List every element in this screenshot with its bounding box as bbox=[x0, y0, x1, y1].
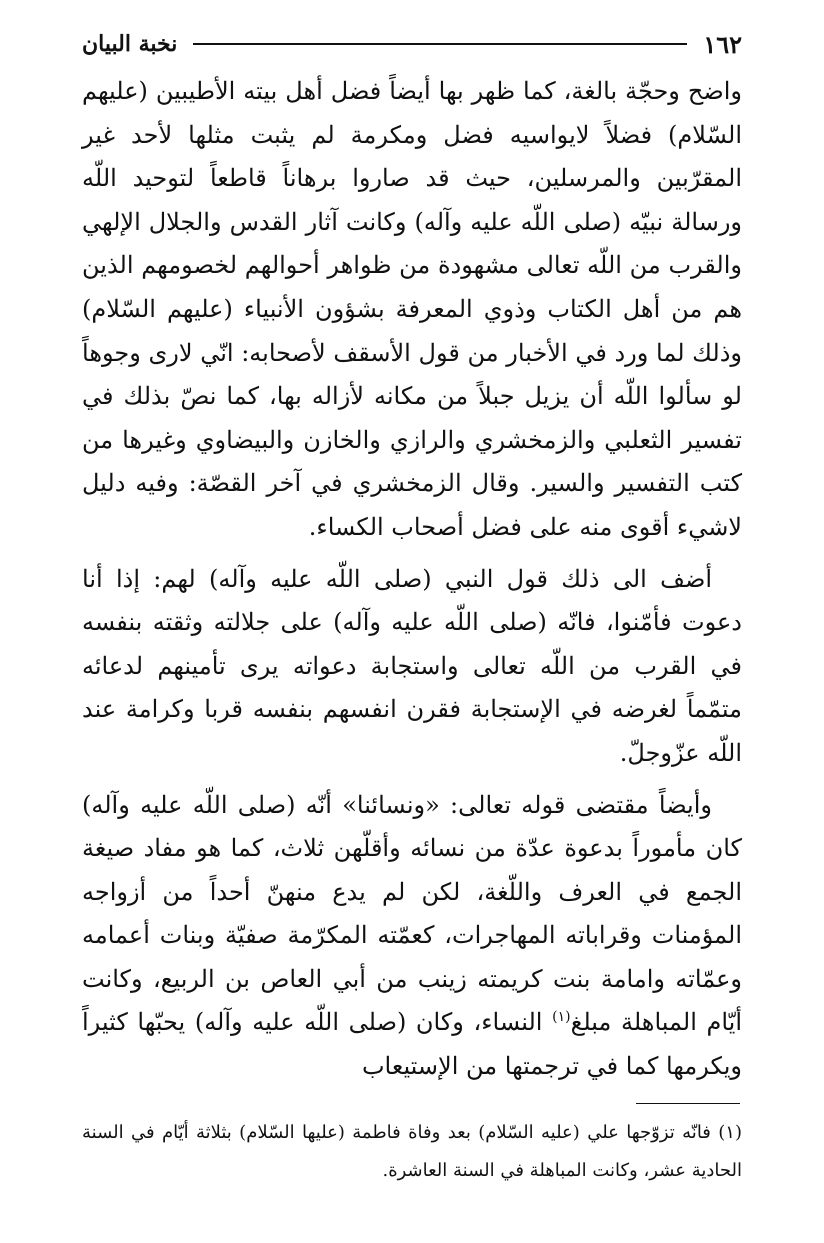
book-title: نخبة البيان bbox=[82, 31, 178, 57]
paragraph-3-text-a: وأيضاً مقتضى قوله تعالى: «ونسائنا» أنّه (صلى اللّه عليه وآله) كان مأموراً بدعوة عدّة من نسائه وأقلّهن ثلاث، كما هو مفاد صيغة الجمع في العرف واللّغة، لكن لم يدع منهنّ أحداً من أزواجه المؤمنات وقراباته المهاجرات، كعمّته المكرّمة صفيّة وبنات أعمامه وعمّاته وامامة بنت كريمته زينب من أبي العاص بن الربيع، وكانت أيّام المباهلة مبلغ bbox=[82, 790, 743, 1037]
paragraph-2: أضف الى ذلك قول النبي (صلى اللّه عليه وآله) لهم: إذا أنا دعوت فأمّنوا، فانّه (صلى اللّه عليه وآله) على جلالته وثقته بنفسه في القرب من اللّه تعالى واستجابة دعواته يرى تأمينهم لدعائه متمّماً لغرضه في الإستجابة فقرن انفسهم بنفسه قربا وكرامة عند اللّه عزّوجلّ. bbox=[82, 564, 742, 767]
paragraph-3 bbox=[82, 784, 742, 1089]
footnotes bbox=[82, 1114, 742, 1190]
paragraph-3-text-b: النساء، وكان (صلى اللّه عليه وآله) يحبّها كثيراً ويكرمها كما في ترجمتها من الإستيعاب bbox=[82, 1008, 742, 1081]
footnote-ref-1[interactable]: (١) bbox=[552, 1009, 571, 1026]
footnote-rule bbox=[636, 1103, 740, 1104]
page-number: ١٦٢ bbox=[703, 29, 742, 59]
book-page bbox=[82, 24, 742, 1190]
header-rule bbox=[193, 43, 687, 45]
running-header bbox=[82, 24, 742, 64]
main-text bbox=[82, 70, 742, 1089]
footnote-1: (١) فانّه تزوّجها علي (عليه السّلام) بعد وفاة فاطمة (عليها السّلام) بثلاثة أيّام في السنة الحادية عشر، وكانت المباهلة في السنة العاشرة. bbox=[82, 1121, 742, 1181]
paragraph-1: واضح وحجّة بالغة، كما ظهر بها أيضاً فضل أهل بيته الأطيبين (عليهم السّلام) فضلاً لايواسيه فضل ومكرمة لم يثبت مثلها لأحد غير المقرّبين والمرسلين، حيث قد صاروا برهاناً قاطعاً لتوحيد اللّه ورسالة نبيّه (صلى اللّه عليه وآله) وكانت آثار القدس والجلال الإلهي والقرب من اللّه تعالى مشهودة من ظواهر أحوالهم لخصومهم الذين هم من أهل الكتاب وذوي المعرفة بشؤون الأنبياء (عليهم السّلام) وذلك لما ورد في الأخبار من قول الأسقف لأصحابه: انّي لارى وجوهاً لو سألوا اللّه أن يزيل جبلاً من مكانه لأزاله بها، كما نصّ بذلك في تفسير الثعلبي والزمخشري والرازي والخازن والبيضاوي وغيرها من كتب التفسير والسير. وقال الزمخشري في آخر القصّة: وفيه دليل لاشيء أقوى منه على فضل أصحاب الكساء. bbox=[82, 77, 742, 541]
